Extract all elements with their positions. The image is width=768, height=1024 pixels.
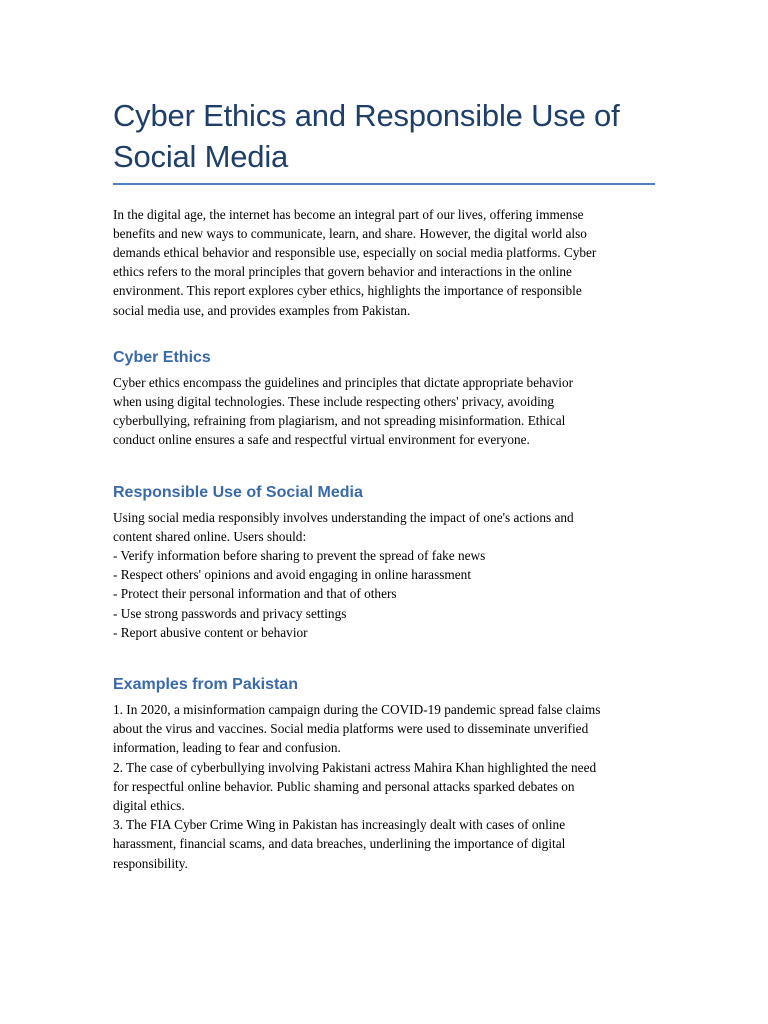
list-item: - Protect their personal information and that of others (113, 586, 397, 602)
responsible-use-list (113, 546, 655, 642)
section-body-cyber-ethics: Cyber ethics encompass the guidelines and principles that dictate appropriate behavior when using digital technologies. These include respecting others' privacy, avoiding cyberbullying, refraining from plagiarism, and not spreading misinformation. Ethical conduct online ensures a safe and respectful virtual environment for everyone. (113, 374, 574, 448)
section-heading-responsible-use: Responsible Use of Social Media (113, 483, 363, 501)
section-heading-cyber-ethics: Cyber Ethics (113, 348, 211, 366)
intro-paragraph: In the digital age, the internet has become an integral part of our lives, offering immense benefits and new ways to communicate, learn, and share. However, the digital world also demands ethical behavior and responsible use, especially on social media platforms. Cyber ethics refers to the moral principles that govern behavior and interactions in the online environment. This report explores cyber ethics, highlights the importance of responsible social media use, and provides examples from Pakistan. (113, 206, 597, 318)
list-item: - Respect others' opinions and avoid engaging in online harassment (113, 567, 472, 583)
section-body-responsible-use: Using social media responsibly involves understanding the impact of one's actions and content shared online. Users should: (113, 509, 574, 544)
section-heading-examples-pakistan: Examples from Pakistan (113, 675, 298, 693)
section-body-examples-pakistan: 1. In 2020, a misinformation campaign during the COVID-19 pandemic spread false claims about the virus and vaccines. Social media platforms were used to disseminate unverified information, leading to fear and confusion. 2. The case of cyberbullying involving Pakistani actress Mahira Khan highlighted the need for respectful online behavior. Public shaming and personal attacks sparked debates on digital ethics. 3. The FIA Cyber Crime Wing in Pakistan has increasingly dealt with cases of online harassment, financial scams, and data breaches, underlining the importance of digital responsibility. (113, 701, 601, 871)
list-item: - Verify information before sharing to prevent the spread of fake news (113, 547, 486, 563)
list-item: - Report abusive content or behavior (113, 624, 308, 640)
document-page (113, 0, 655, 873)
title-divider (113, 183, 655, 185)
list-item: - Use strong passwords and privacy settings (113, 605, 347, 621)
document-title: Cyber Ethics and Responsible Use of Social Media (113, 98, 620, 174)
